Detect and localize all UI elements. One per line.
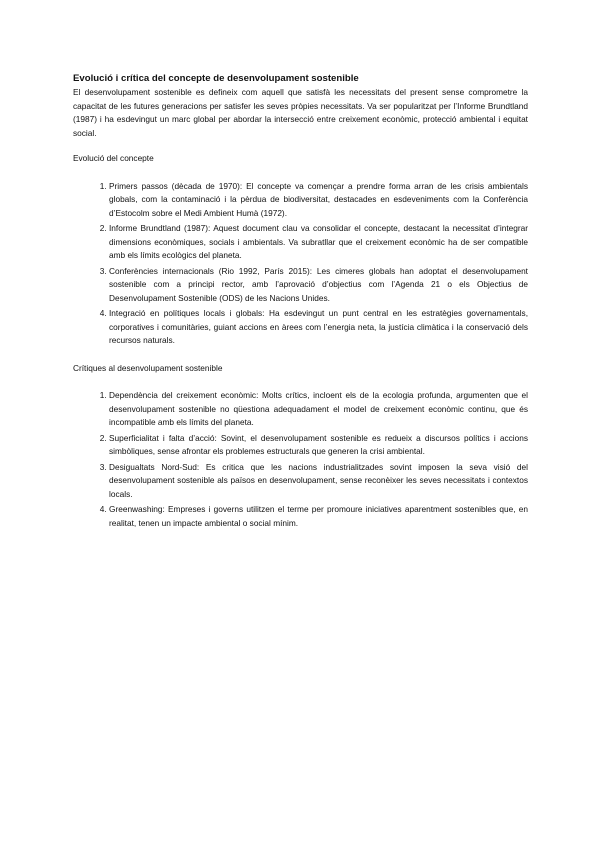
list-item: 3. Conferències internacionals (Rio 1992, París 2015): Les cimeres globals han adoptat el desenvolupament sostenible com a principi rector, amb l’aprovació d’objectius com l’Agenda 21 o els Objectius de Desenvolupament Sostenible (ODS) de les Nacions Unides.	[109, 265, 528, 306]
list-item: 4. Integració en polítiques locals i globals: Ha esdevingut un punt central en les estratègies governamentals, corporatives i comunitàries, guiant accions en àrees com l’energia neta, la justícia climàtica i la conservació dels recursos naturals.	[109, 307, 528, 348]
list-item: 3. Desigualtats Nord-Sud: Es critica que les nacions industrialitzades sovint imposen la seva visió del desenvolupament sostenible als països en desenvolupament, sense reconèixer les seves necessitats i contextos locals.	[109, 461, 528, 502]
section-heading-critiques: Crítiques al desenvolupament sostenible	[73, 362, 223, 373]
document-page	[73, 72, 528, 544]
list-item: 2. Superficialitat i falta d’acció: Sovint, el desenvolupament sostenible es redueix a discursos polítics i accions simbòliques, sense afrontar els problemes estructurals que generen la crisi ambiental.	[109, 432, 528, 459]
section-heading-evolution: Evolució del concepte	[73, 153, 154, 163]
evolution-list	[73, 180, 528, 348]
list-item: 1. Primers passos (dècada de 1970): El concepte va començar a prendre forma arran de les crisis ambientals globals, com la contaminació i la pèrdua de biodiversitat, destacades en esdeveniments com la Conferència d’Estocolm sobre el Medi Ambient Humà (1972).	[109, 180, 528, 221]
intro-paragraph: El desenvolupament sostenible es defineix com aquell que satisfà les necessitats del present sense comprometre la capacitat de les futures generacions per satisfer les seves pròpies necessitats. Va ser popularitzat per l’Informe Brundtland (1987) i ha esdevingut un marc global per abordar la intersecció entre creixement econòmic, protecció ambiental i equitat social.	[73, 87, 528, 138]
critiques-list	[73, 389, 528, 530]
list-item: 2. Informe Brundtland (1987): Aquest document clau va consolidar el concepte, destacant la necessitat d’integrar dimensions econòmiques, socials i ambientals. Va subratllar que el creixement econòmic ha de ser compatible amb els límits ecològics del planeta.	[109, 222, 528, 263]
list-item: 1. Dependència del creixement econòmic: Molts crítics, incloent els de la ecologia profunda, argumenten que el desenvolupament sostenible no qüestiona adequadament el model de creixement econòmic continu, que és incompatible amb els límits del planeta.	[109, 389, 528, 430]
document-title: Evolució i crítica del concepte de desenvolupament sostenible	[73, 73, 359, 84]
list-item: 4. Greenwashing: Empreses i governs utilitzen el terme per promoure iniciatives aparentment sostenibles que, en realitat, tenen un impacte ambiental o social mínim.	[109, 503, 528, 530]
